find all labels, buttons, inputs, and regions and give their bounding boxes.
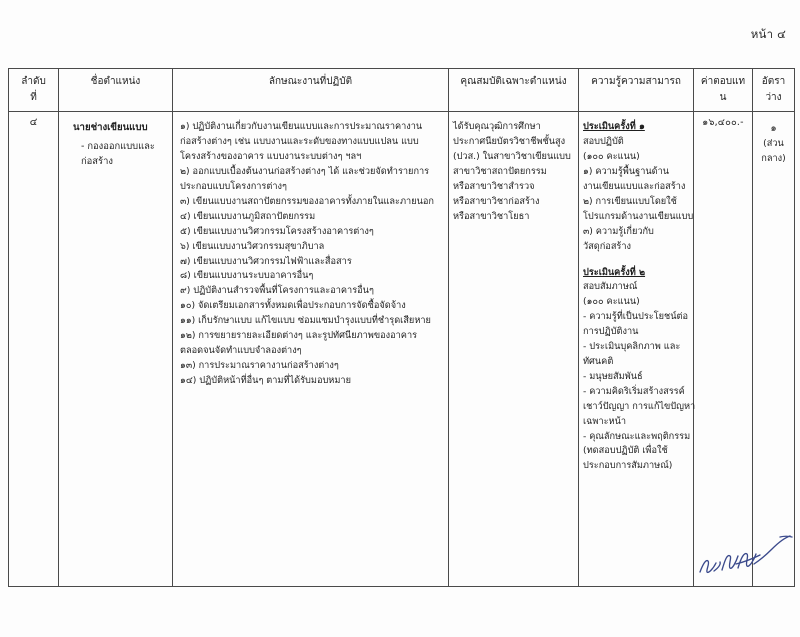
evaluation-2-method: สอบสัมภาษณ์ [583, 281, 638, 293]
evaluation-2-item: การปฏิบัติงาน [583, 326, 639, 338]
cell-sequence-number: ๔ [9, 112, 59, 587]
knowledge-section-spacer [583, 255, 689, 266]
column-header-compensation-line2: น [719, 92, 727, 104]
duty-line: ๑๔) ปฏิบัติหน้าที่อื่นๆ ตามที่ได้รับมอบหมาย [180, 374, 351, 386]
duties-list [177, 115, 444, 388]
duty-line: ๑๒) การขยายรายละเอียดต่างๆ และรูปทัศนียภาพของอาคาร [180, 330, 418, 342]
evaluation-2-item: - ความรู้ที่เป็นประโยชน์ต่อ [583, 311, 689, 323]
column-header-position-name: ชื่อตำแหน่ง [59, 69, 173, 112]
qualification-line: ประกาศนียบัตรวิชาชีพชั้นสูง [453, 136, 566, 148]
evaluation-2-item: - มนุษยสัมพันธ์ [583, 370, 643, 382]
cell-position-name [59, 112, 173, 587]
position-title: นายช่างเขียนแบบ [73, 122, 148, 134]
column-header-sequence-line2: ที่ [30, 92, 37, 104]
duty-line: ๑) ปฏิบัติงานเกี่ยวกับงานเขียนแบบและการประมาณราคางาน [180, 121, 423, 133]
evaluation-2-score: (๑๐๐ คะแนน) [583, 296, 640, 308]
cell-vacancy [753, 112, 795, 587]
duty-line: ๒) ออกแบบเบื้องต้นงานก่อสร้างต่างๆ ได้ และช่วยจัดทำรายการ [180, 166, 430, 178]
evaluation-1-item: ๑) ความรู้พื้นฐานด้าน [583, 166, 670, 178]
duty-line: ๑๓) การประมาณราคางานก่อสร้างต่างๆ [180, 359, 339, 371]
qualification-line: หรือสาขาวิชาสำรวจ [453, 181, 535, 192]
evaluation-2-item: เชาว์ปัญญา การแก้ไขปัญหา [583, 400, 696, 412]
evaluation-2-title: ประเมินครั้งที่ ๒ [583, 266, 646, 278]
duty-line: ๘) เขียนแบบงานระบบอาคารอื่นๆ [180, 270, 314, 282]
qualification-line: (ปวส.) ในสาขาวิชาเขียนแบบ [453, 151, 571, 163]
position-department: - กองออกแบบและก่อสร้าง [81, 140, 155, 168]
duty-line: ๙) ปฏิบัติงานสำรวจพื้นที่โครงการและอาคารอื่นๆ [180, 285, 374, 297]
column-header-compensation-line1: ค่าตอบแท [700, 76, 746, 87]
qualification-line: ได้รับคุณวุฒิการศึกษา [453, 121, 541, 133]
evaluation-2-item: - ประเมินบุคลิกภาพ และ [583, 341, 681, 353]
vacancy-count: ๑ [770, 123, 777, 135]
vacancy-location-note: (ส่วนกลาง) [761, 137, 786, 164]
duty-line: ๖) เขียนแบบงานวิศวกรรมสุขาภิบาล [180, 240, 325, 252]
duty-line: ประกอบแบบโครงการต่างๆ [180, 181, 287, 192]
duty-line: ๔) เขียนแบบงานภูมิสถาปัตยกรรม [180, 210, 316, 222]
cell-knowledge [579, 112, 694, 587]
evaluation-1-title: ประเมินครั้งที่ ๑ [583, 121, 645, 133]
evaluation-1-item: ๓) ความรู้เกี่ยวกับ [583, 225, 654, 237]
evaluation-1-item: งานเขียนแบบและก่อสร้าง [583, 181, 686, 192]
qualification-line: หรือสาขาวิชาโยธา [453, 210, 530, 222]
column-header-duties: ลักษณะงานที่ปฏิบัติ [173, 69, 449, 112]
cell-compensation: ๑๖,๔๐๐.- [694, 112, 753, 587]
knowledge-list [583, 115, 696, 474]
evaluation-1-item: โปรแกรมด้านงานเขียนแบบ [583, 210, 694, 222]
evaluation-2-item: (ทดสอบปฏิบัติ เพื่อใช้ [583, 445, 668, 457]
page-number-label: หน้า ๔ [750, 27, 786, 41]
column-header-knowledge: ความรู้ความสามารถ [579, 69, 694, 112]
job-positions-table [8, 68, 795, 587]
duty-line: ๓) เขียนแบบงานสถาปัตยกรรมของอาคารทั้งภายในและภายนอก [180, 195, 434, 207]
cell-duties [173, 112, 449, 587]
qualification-line: สาขาวิชาสถาปัตยกรรม [453, 166, 547, 178]
qualifications-list [453, 115, 574, 224]
cell-qualifications [449, 112, 579, 587]
duty-line: ก่อสร้างต่างๆ เช่น แบบงานและระดับของทางแบบแปลน แบบ [180, 136, 419, 148]
column-header-vacancy: อัตราว่าง [753, 69, 795, 112]
duty-line: ตลอดจนจัดทำแบบจำลองต่างๆ [180, 344, 302, 356]
duty-line: ๗) เขียนแบบงานวิศวกรรมไฟฟ้าและสื่อสาร [180, 255, 352, 267]
column-header-sequence [9, 69, 59, 112]
column-header-qualifications: คุณสมบัติเฉพาะตำแหน่ง [449, 69, 579, 112]
column-header-compensation [694, 69, 753, 112]
column-header-sequence-line1: ลำดับ [21, 76, 46, 87]
evaluation-2-item: เฉพาะหน้า [583, 415, 627, 427]
table-header-row [9, 69, 795, 112]
evaluation-2-item: - คุณลักษณะและพฤติกรรม [583, 430, 691, 442]
evaluation-2-item: ประกอบการสัมภาษณ์) [583, 460, 673, 472]
evaluation-1-item: ๒) การเขียนแบบโดยใช้ [583, 195, 677, 207]
evaluation-1-score: (๑๐๐ คะแนน) [583, 151, 640, 163]
evaluation-2-item: ทัศนคติ [583, 355, 614, 367]
duty-line: ๑๑) เก็บรักษาแบบ แก้ไขแบบ ซ่อมแซมบำรุงแบบที่ชำรุดเสียหาย [180, 315, 431, 327]
duty-line: ๕) เขียนแบบงานวิศวกรรมโครงสร้างอาคารต่างๆ [180, 225, 374, 237]
evaluation-2-item: - ความคิดริเริ่มสร้างสรรค์ [583, 385, 685, 397]
qualification-line: หรือสาขาวิชาก่อสร้าง [453, 195, 540, 207]
duty-line: โครงสร้างของอาคาร แบบงานระบบต่างๆ ฯลฯ [180, 151, 362, 163]
table-row [9, 112, 795, 587]
evaluation-1-item: วัสดุก่อสร้าง [583, 240, 632, 252]
evaluation-1-method: สอบปฏิบัติ [583, 136, 624, 148]
duty-line: ๑๐) จัดเตรียมเอกสารทั้งหมดเพื่อประกอบการจัดซื้อจัดจ้าง [180, 300, 406, 312]
